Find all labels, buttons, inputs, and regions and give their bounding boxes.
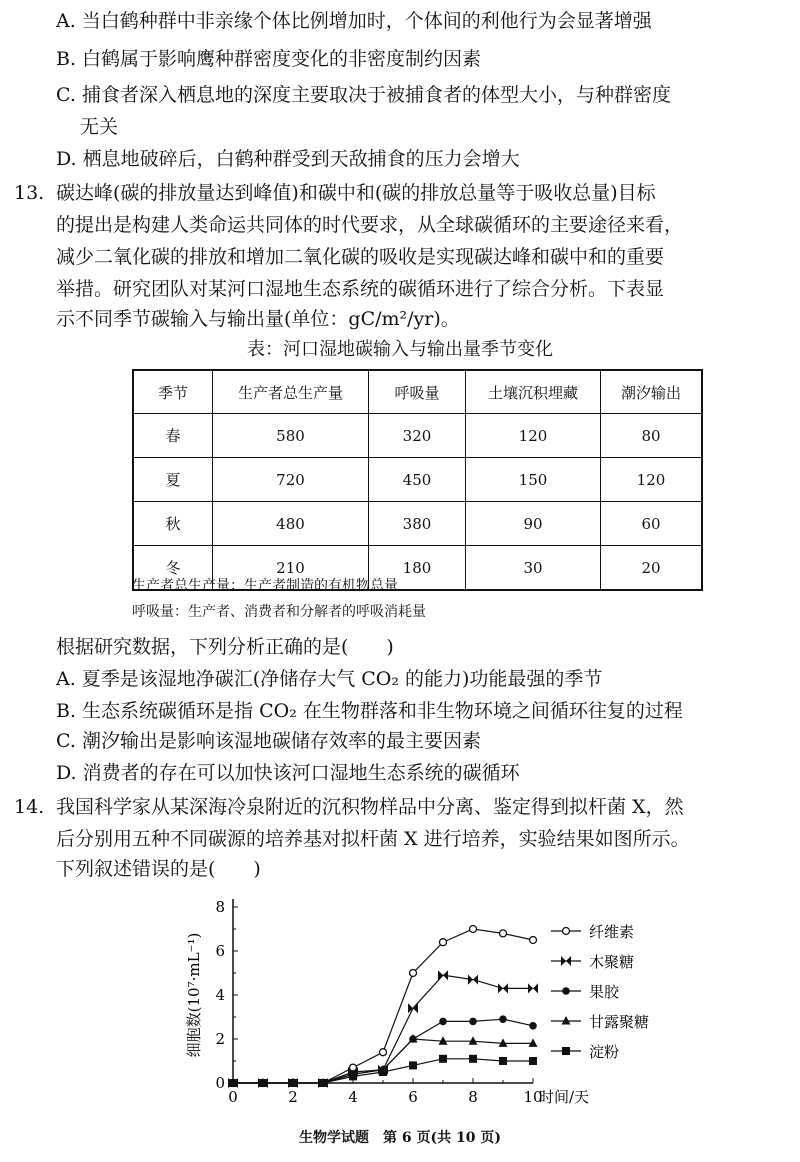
series-line [233, 1039, 533, 1083]
table-cell: 90 [466, 502, 601, 546]
q13-option-d: D. 消费者的存在可以加快该河口湿地生态系统的碳循环 [56, 762, 520, 784]
q13-option-a: A. 夏季是该湿地净碳汇(净储存大气 CO₂ 的能力)功能最强的季节 [56, 668, 603, 690]
legend-label: 甘露聚糖 [589, 1013, 650, 1031]
q14-stem-1: 我国科学家从某深海冷泉附近的沉积物样品中分离、鉴定得到拟杆菌 X，然 [56, 796, 684, 818]
table-cell: 450 [369, 458, 466, 502]
data-point [229, 1079, 237, 1087]
data-point [409, 1034, 418, 1043]
table-cell: 秋 [133, 502, 213, 546]
series-line [233, 929, 533, 1083]
x-tick-label: 2 [288, 1088, 298, 1106]
x-axis-label: 时间/天 [539, 1088, 590, 1106]
data-point [228, 1078, 238, 1088]
q13-stem-2: 的提出是构建人类命运共同体的时代要求，从全球碳循环的主要途径来看， [56, 214, 684, 236]
table-row [133, 458, 702, 502]
legend-label: 淀粉 [589, 1043, 620, 1061]
data-point [438, 970, 448, 980]
legend-marker [561, 956, 571, 966]
data-point [439, 1018, 447, 1026]
page-footer: 生物学试题 第 6 页(共 10 页) [299, 1130, 501, 1146]
data-point [319, 1079, 327, 1087]
table-cell: 210 [213, 546, 369, 591]
y-tick-label: 8 [215, 898, 225, 916]
x-tick-label: 0 [228, 1088, 238, 1106]
q12-option-b: B. 白鹤属于影响鹰种群密度变化的非密度制约因素 [56, 48, 482, 70]
data-point [349, 1072, 357, 1080]
q12-option-a: A. 当白鹤种群中非亲缘个体比例增加时，个体间的利他行为会显著增强 [56, 10, 652, 32]
table-cell: 320 [369, 414, 466, 458]
x-tick-label: 6 [408, 1088, 418, 1106]
q12-option-c: C. 捕食者深入栖息地的深度主要取决于被捕食者的体型大小，与种群密度 [56, 84, 671, 106]
table-header-cell: 呼吸量 [369, 370, 466, 414]
table-row [133, 502, 702, 546]
data-point [470, 926, 477, 933]
data-point [259, 1079, 267, 1087]
legend-marker [562, 1047, 570, 1055]
data-point [259, 1079, 267, 1087]
q13-stem-4: 举措。研究团队对某河口湿地生态系统的碳循环进行了综合分析。下表显 [56, 278, 665, 300]
table-cell: 480 [213, 502, 369, 546]
table-cell: 20 [601, 546, 703, 591]
data-point [528, 983, 538, 993]
table-cell: 夏 [133, 458, 213, 502]
table-cell: 120 [466, 414, 601, 458]
data-point [229, 1078, 238, 1087]
q13-stem-3: 减少二氧化碳的排放和增加二氧化碳的吸收是实现碳达峰和碳中和的重要 [56, 246, 665, 268]
data-point [409, 1035, 417, 1043]
data-point [229, 1079, 237, 1087]
x-tick-label: 10 [523, 1088, 543, 1106]
legend-marker [563, 928, 570, 935]
table-cell: 180 [369, 546, 466, 591]
legend-label: 果胶 [589, 983, 620, 1001]
table-cell: 60 [601, 502, 703, 546]
table-note-1: 生产者总生产量：生产者制造的有机物总量 [132, 578, 398, 594]
data-point [498, 983, 508, 993]
q13-stem-1: 碳达峰(碳的排放量达到峰值)和碳中和(碳的排放总量等于吸收总量)目标 [56, 182, 656, 204]
data-point [440, 939, 447, 946]
data-point [469, 1036, 478, 1045]
table-cell: 春 [133, 414, 213, 458]
data-point [349, 1069, 358, 1078]
q13-number: 13. [14, 182, 45, 204]
x-tick-label: 8 [468, 1088, 478, 1106]
data-point [408, 1003, 418, 1013]
q13-question: 根据研究数据，下列分析正确的是( ) [56, 636, 394, 658]
q13-option-b: B. 生态系统碳循环是指 CO₂ 在生物群落和非生物环境之间循环往复的过程 [56, 700, 683, 722]
y-axis-label: 细胞数(10⁷·mL⁻¹) [185, 932, 203, 1058]
data-point [499, 1015, 507, 1023]
data-point [439, 1055, 447, 1063]
table-cell: 30 [466, 546, 601, 591]
q12-option-d: D. 栖息地破碎后，白鹤种群受到天敌捕食的压力会增大 [56, 148, 520, 170]
data-point [379, 1065, 388, 1074]
data-point [259, 1078, 268, 1087]
data-point [380, 1049, 387, 1056]
table-cell: 380 [369, 502, 466, 546]
table-header-row [133, 370, 702, 414]
data-point [230, 1080, 237, 1087]
y-tick-label: 2 [215, 1030, 225, 1048]
data-point [379, 1068, 387, 1076]
data-point [499, 1057, 507, 1065]
series-line [233, 1059, 533, 1083]
data-point [379, 1066, 387, 1074]
q13-option-c: C. 潮汐输出是影响该湿地碳储存效率的最主要因素 [56, 730, 481, 752]
legend-label: 纤维素 [589, 923, 635, 941]
table-header-cell: 土壤沉积埋藏 [466, 370, 601, 414]
legend-label: 木聚糖 [589, 953, 635, 971]
data-point [318, 1078, 328, 1088]
data-point [320, 1080, 327, 1087]
y-tick-label: 0 [215, 1074, 225, 1092]
data-point [319, 1078, 328, 1087]
data-point [349, 1070, 357, 1078]
data-point [529, 1022, 537, 1030]
data-point [350, 1064, 357, 1071]
table-header-cell: 生产者总生产量 [213, 370, 369, 414]
carbon-table [132, 369, 703, 591]
q12-option-c-cont: 无关 [80, 116, 119, 138]
y-tick-label: 4 [215, 986, 225, 1004]
data-point [290, 1080, 297, 1087]
data-point [258, 1078, 268, 1088]
data-point [529, 1038, 538, 1047]
table-cell: 120 [601, 458, 703, 502]
table-row [133, 414, 702, 458]
data-point [410, 970, 417, 977]
data-point [468, 975, 478, 985]
data-point [289, 1079, 297, 1087]
data-point [378, 1065, 388, 1075]
data-point [469, 1055, 477, 1063]
x-tick-label: 4 [348, 1088, 358, 1106]
q14-number: 14. [14, 796, 45, 818]
q14-stem-2: 后分别用五种不同碳源的培养基对拟杆菌 X 进行培养，实验结果如图所示。 [56, 828, 690, 850]
series-line [233, 1019, 533, 1083]
data-point [289, 1079, 297, 1087]
table-cell: 150 [466, 458, 601, 502]
data-point [469, 1018, 477, 1026]
data-point [500, 930, 507, 937]
table-cell: 580 [213, 414, 369, 458]
series-line [233, 975, 533, 1083]
table-header-cell: 潮汐输出 [601, 370, 703, 414]
data-point [499, 1038, 508, 1047]
table-cell: 720 [213, 458, 369, 502]
q13-stem-5: 示不同季节碳输入与输出量(单位：gC/m²/yr)。 [56, 308, 460, 330]
q14-stem-3: 下列叙述错误的是( ) [56, 858, 261, 880]
data-point [439, 1036, 448, 1045]
table-title: 表：河口湿地碳输入与输出量季节变化 [247, 339, 553, 360]
table-header-cell: 季节 [133, 370, 213, 414]
legend-marker [562, 987, 570, 995]
legend-marker [562, 1016, 571, 1025]
data-point [289, 1078, 298, 1087]
data-point [529, 1057, 537, 1065]
data-point [409, 1061, 417, 1069]
data-point [319, 1079, 327, 1087]
table-cell: 80 [601, 414, 703, 458]
y-tick-label: 6 [215, 942, 225, 960]
data-point [288, 1078, 298, 1088]
data-point [348, 1067, 358, 1077]
data-point [530, 937, 537, 944]
data-point [260, 1080, 267, 1087]
table-cell: 冬 [133, 546, 213, 591]
table-note-2: 呼吸量：生产者、消费者和分解者的呼吸消耗量 [132, 604, 426, 620]
